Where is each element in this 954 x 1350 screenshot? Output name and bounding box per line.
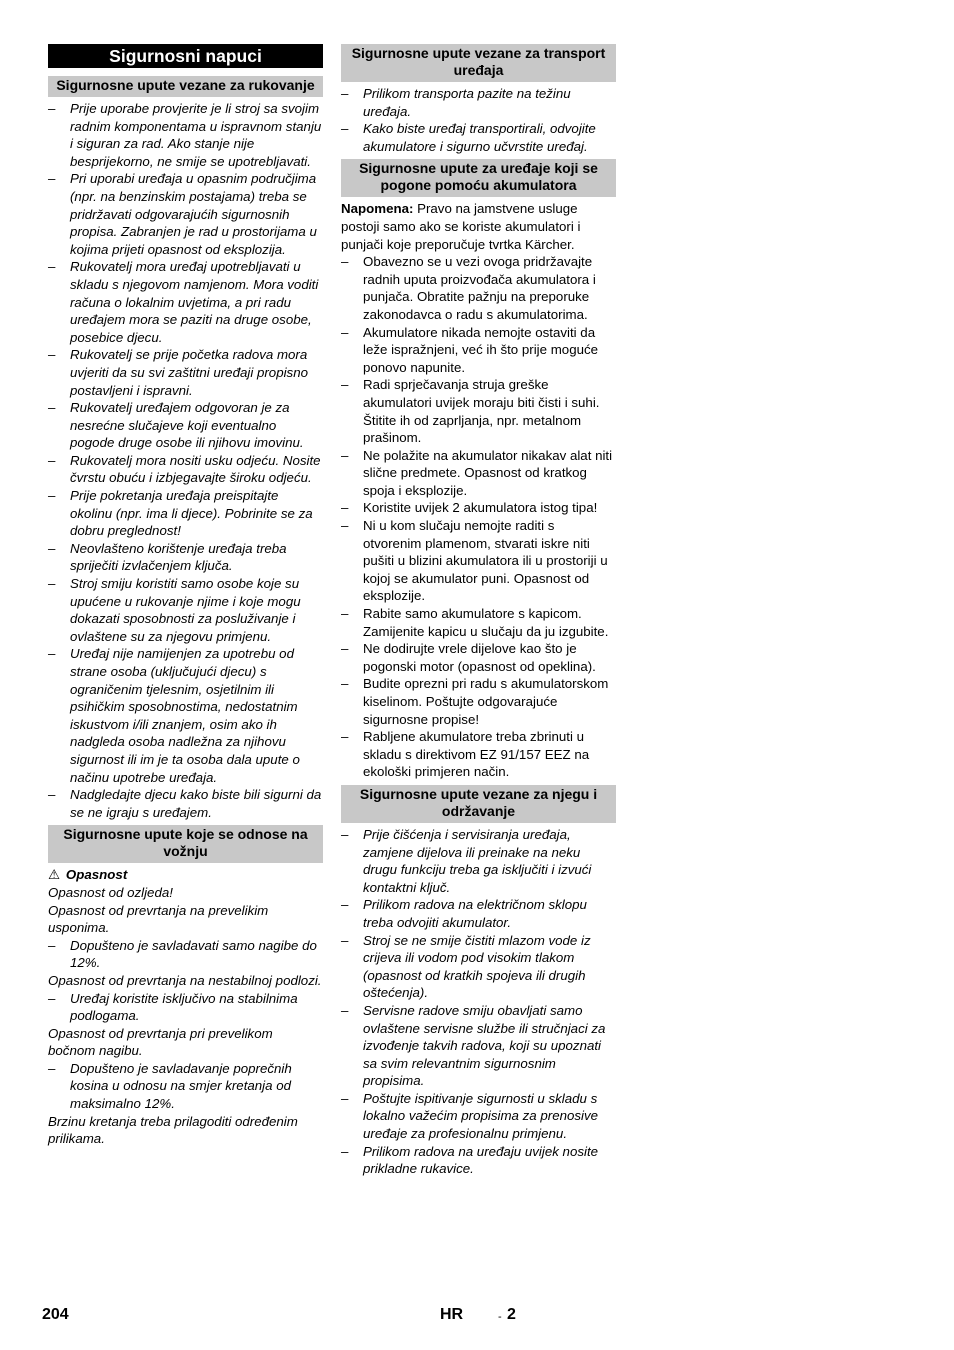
- warning-icon: ⚠: [48, 867, 60, 883]
- list-item: – Budite oprezni pri radu s akumulatorskom kiselinom. Poštujte odgovarajuće sigurnosne propise!: [341, 675, 616, 728]
- transport-heading: Sigurnosne upute vezane za transport uređaja: [341, 44, 616, 82]
- right-column: [341, 44, 616, 1178]
- battery-heading: Sigurnosne upute za uređaje koji se pogone pomoću akumulatora: [341, 159, 616, 197]
- list-item: – Radi sprječavanja struja greške akumulatori uvijek moraju biti čisti i suhi. Štitite ih od zaprljanja, npr. metalnom prašinom.: [341, 376, 616, 446]
- handling-list: [48, 100, 323, 821]
- list-item: – Prilikom radova na uređaju uvijek nosite prikladne rukavice.: [341, 1143, 616, 1178]
- list-item: – Kako biste uređaj transportirali, odvojite akumulatore i sigurno učvrstite uređaj.: [341, 120, 616, 155]
- list-item: – Servisne radove smiju obavljati samo ovlaštene servisne službe ili stručnjaci za izvođenje takvih radova, koji su upoznati sa svim relevantnim sigurnosnim propisima.: [341, 1002, 616, 1090]
- list-item: – Neovlašteno korištenje uređaja treba spriječiti izvlačenjem ključa.: [48, 540, 323, 575]
- driving-paragraph: Opasnost od prevrtanja na prevelikim usponima.: [48, 902, 269, 936]
- page-title: Sigurnosni napuci: [48, 44, 323, 68]
- transport-list: [341, 85, 616, 155]
- driving-paragraph: Opasnost od ozljeda!: [48, 884, 173, 900]
- list-item: – Uređaj koristite isključivo na stabilnima podlogama.: [48, 990, 323, 1025]
- warning-text: Opasnost: [65, 867, 128, 883]
- battery-note: [341, 200, 616, 253]
- note-label: Napomena:: [341, 201, 414, 217]
- maintenance-heading: Sigurnosne upute vezane za njegu i održavanje: [341, 785, 616, 823]
- footer-separator: -: [498, 1311, 502, 1323]
- driving-paragraph: Opasnost od prevrtanja pri prevelikom bočnom nagibu.: [48, 1025, 273, 1059]
- subpage-number: 2: [507, 1306, 516, 1323]
- handling-heading: Sigurnosne upute vezane za rukovanje: [48, 76, 323, 97]
- list-item: – Obavezno se u vezi ovoga pridržavajte radnih uputa proizvođača akumulatora i punjača. Obratite pažnju na preporuke zakonodavca o radu s akumulatorima.: [341, 253, 616, 323]
- driving-paragraph: Opasnost od prevrtanja na nestabilnoj podlozi.: [48, 972, 322, 988]
- list-item: – Rabljene akumulatore treba zbrinuti u skladu s direktivom EZ 91/157 EEZ na ekološki primjeren način.: [341, 728, 616, 781]
- list-item: – Stroj se ne smije čistiti mlazom vode iz crijeva ili vodom pod visokim tlakom (opasnost od kratkih spojeva ili drugih oštećenja).: [341, 932, 616, 1002]
- list-item: – Stroj smiju koristiti samo osobe koje su upućene u rukovanje njime i koje mogu dokazati sposobnosti za posluživanje i ovlaštene su za njegovu primjenu.: [48, 575, 323, 645]
- list-item: – Rukovatelj uređajem odgovoran je za nesrećne slučajeve koji eventualno pogode druge osobe ili njihovu imovinu.: [48, 399, 323, 452]
- list-item: – Prije pokretanja uređaja preispitajte okolinu (npr. ima li djece). Pobrinite se za dobru preglednost!: [48, 487, 323, 540]
- list-item: – Dopušteno je savladavanje poprečnih kosina u odnosu na smjer kretanja od maksimalno 12%.: [48, 1060, 323, 1113]
- note-text: Pravo na jamstvene usluge postoji samo ako se koriste akumulatori i punjači koje preporučuje tvrtka Kärcher.: [341, 201, 581, 252]
- warning-label: [48, 866, 323, 884]
- list-item: – Prije uporabe provjerite je li stroj sa svojim radnim komponentama u ispravnom stanju i siguran za rad. Ako stanje nije besprijekorno, ne smije se upotrebljavati.: [48, 100, 323, 170]
- left-column: [48, 44, 323, 1148]
- driving-heading: Sigurnosne upute koje se odnose na vožnju: [48, 825, 323, 863]
- language-code: HR: [440, 1306, 464, 1323]
- list-item: – Koristite uvijek 2 akumulatora istog tipa!: [341, 499, 616, 517]
- list-item: – Uređaj nije namijenjen za upotrebu od strane osoba (uključujući djecu) s ograničenim tjelesnim, osjetilnim ili psihičkim sposobnostima, nedostatnim iskustvom i/ili znanjem, osim ako ih nadgleda osoba nadležna za njihovu sigurnost ili im je ta osoba dala upute o načinu upotrebe uređaja.: [48, 645, 323, 786]
- list-item: – Poštujte ispitivanje sigurnosti u skladu s lokalno važećim propisima za prenosive uređaje za profesionalnu primjenu.: [341, 1090, 616, 1143]
- list-item: – Rabite samo akumulatore s kapicom. Zamijenite kapicu u slučaju da ju izgubite.: [341, 605, 616, 640]
- list-item: – Prilikom transporta pazite na težinu uređaja.: [341, 85, 616, 120]
- list-item: – Rukovatelj mora nositi usku odjeću. Nosite čvrstu obuću i izbjegavajte široku odjeću.: [48, 452, 323, 487]
- list-item: – Nadgledajte djecu kako biste bili sigurni da se ne igraju s uređajem.: [48, 786, 323, 821]
- list-item: – Prije čišćenja i servisiranja uređaja, zamjene dijelova ili preinake na neku drugu funkciju treba ga isključiti i izvući kontaktni ključ.: [341, 826, 616, 896]
- list-item: – Rukovatelj se prije početka radova mora uvjeriti da su svi zaštitni uređaji propisno postavljeni i ispravni.: [48, 346, 323, 399]
- list-item: – Akumulatore nikada nemojte ostaviti da leže ispražnjeni, već ih što prije moguće ponovo napunite.: [341, 324, 616, 377]
- list-item: – Ni u kom slučaju nemojte raditi s otvorenim plamenom, stvarati iskre niti pušiti u blizini akumulatora ili u prostoriji u kojoj se akumulator puni. Opasnost od eksplozije.: [341, 517, 616, 605]
- battery-list: [341, 253, 616, 781]
- list-item: – Ne dodirujte vrele dijelove kao što je pogonski motor (opasnost od opeklina).: [341, 640, 616, 675]
- list-item: – Dopušteno je savladavati samo nagibe do 12%.: [48, 937, 323, 972]
- list-item: – Pri uporabi uređaja u opasnim područjima (npr. na benzinskim postajama) treba se pridržavati odgovarajućih sigurnosnih propisa. Zabranjen je rad u prostorijama u kojima prijeti opasnost od eksplozija.: [48, 170, 323, 258]
- list-item: – Prilikom radova na električnom sklopu treba odvojiti akumulator.: [341, 896, 616, 931]
- list-item: – Rukovatelj mora uređaj upotrebljavati u skladu s njegovom namjenom. Mora voditi računa o lokalnim uvjetima, a pri radu uređajem mora se paziti na druge osobe, posebice djecu.: [48, 258, 323, 346]
- list-item: – Ne polažite na akumulator nikakav alat niti slične predmete. Opasnost od kratkog spoja i eksplozije.: [341, 447, 616, 500]
- driving-paragraph: Brzinu kretanja treba prilagoditi određenim prilikama.: [48, 1113, 298, 1147]
- maintenance-list: [341, 826, 616, 1178]
- page-number: 204: [42, 1306, 69, 1323]
